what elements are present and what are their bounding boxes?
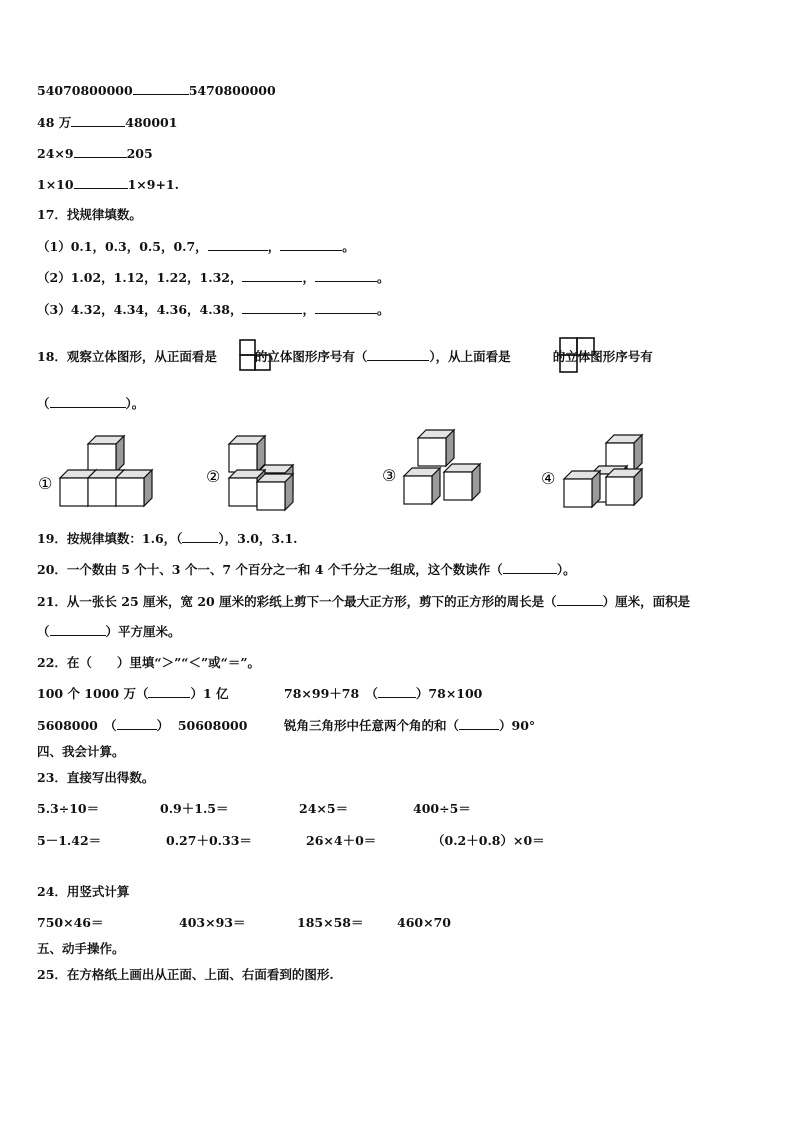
q21-text: 21．从一张长 25 厘米，宽 20 厘米的彩纸上剪下一个最大正方形，剪下的正方形的周长是（ bbox=[37, 594, 557, 609]
q24-expr: 403×93＝ bbox=[179, 915, 246, 930]
q22-text: ）90° bbox=[499, 718, 536, 733]
q17-item-2 bbox=[37, 270, 390, 286]
answer-blank[interactable] bbox=[280, 239, 342, 251]
answer-blank[interactable] bbox=[378, 686, 416, 698]
q22-text: ）78×100 bbox=[415, 686, 483, 701]
compare-right: 205 bbox=[126, 146, 153, 161]
compare-line-3 bbox=[37, 146, 153, 162]
answer-blank[interactable] bbox=[74, 146, 127, 158]
separator: ， bbox=[267, 239, 281, 254]
sequence-text: （1）0.1，0.3，0.5，0.7， bbox=[37, 239, 208, 254]
q23-expr: 24×5＝ bbox=[299, 801, 349, 816]
answer-blank[interactable] bbox=[133, 83, 189, 95]
compare-left: 24×9 bbox=[37, 146, 74, 161]
answer-blank[interactable] bbox=[50, 396, 126, 408]
q23-expr: （0.2＋0.8）×0＝ bbox=[432, 833, 545, 848]
answer-blank[interactable] bbox=[367, 349, 429, 361]
answer-blank[interactable] bbox=[182, 531, 218, 543]
sequence-text: （3）4.32，4.34，4.36，4.38， bbox=[37, 302, 243, 317]
cube-figure-3 bbox=[382, 430, 480, 504]
q20-text: 20．一个数由 5 个十、3 个一、7 个百分之一和 4 个千分之一组成，这个数读作（ bbox=[37, 562, 503, 577]
paren: ）。 bbox=[125, 396, 145, 411]
answer-blank[interactable] bbox=[148, 686, 190, 698]
answer-blank[interactable] bbox=[557, 594, 603, 606]
cube-figures bbox=[36, 430, 756, 516]
separator: ， bbox=[302, 270, 315, 285]
answer-blank[interactable] bbox=[242, 270, 302, 282]
q25-text: 25．在方格纸上画出从正面、上面、右面看到的图形. bbox=[37, 967, 334, 982]
q24-expr: 460×70 bbox=[397, 915, 451, 930]
period: 。 bbox=[377, 302, 390, 317]
answer-blank[interactable] bbox=[74, 177, 128, 189]
period: 。 bbox=[377, 270, 390, 285]
q21-line-1 bbox=[37, 594, 690, 610]
sequence-text: （2）1.02，1.12，1.22，1.32， bbox=[37, 270, 243, 285]
answer-blank[interactable] bbox=[459, 718, 499, 730]
q22-title: 22．在（ ）里填“＞”“＜”或“＝”。 bbox=[37, 655, 261, 670]
q22-item-4 bbox=[284, 718, 535, 734]
cube-figure-2 bbox=[206, 436, 293, 510]
figure-label: ④ bbox=[541, 469, 556, 488]
cube-figure-1 bbox=[38, 436, 152, 506]
q19-tail: ），3.0，3.1. bbox=[218, 531, 298, 546]
q21-line-2 bbox=[37, 624, 181, 640]
q18-text: 18．观察立体图形，从正面看是 bbox=[37, 349, 217, 364]
compare-left: 1×10 bbox=[37, 177, 74, 192]
answer-blank[interactable] bbox=[315, 302, 377, 314]
q23-expr: 26×4＋0＝ bbox=[306, 833, 377, 848]
q23-expr: 0.9＋1.5＝ bbox=[160, 801, 229, 816]
compare-right: 480001 bbox=[125, 115, 178, 130]
answer-blank[interactable] bbox=[71, 115, 125, 127]
figure-label: ① bbox=[38, 474, 53, 493]
q23-expr: 400÷5＝ bbox=[413, 801, 471, 816]
q22-item-3 bbox=[37, 718, 247, 734]
q23-expr: 0.27＋0.33＝ bbox=[166, 833, 252, 848]
answer-blank[interactable] bbox=[242, 302, 302, 314]
q18-text: ），从上面看是 bbox=[429, 349, 511, 364]
q24-expr: 750×46＝ bbox=[37, 915, 104, 930]
figure-label: ③ bbox=[382, 466, 397, 485]
answer-blank[interactable] bbox=[50, 624, 106, 636]
q17-item-3 bbox=[37, 302, 390, 318]
answer-blank[interactable] bbox=[503, 562, 557, 574]
cube-figure-4 bbox=[541, 435, 642, 507]
q19-line bbox=[37, 531, 298, 547]
q21-tail: ）平方厘米。 bbox=[105, 624, 181, 639]
q17-item-1 bbox=[37, 239, 355, 255]
q22-text: 78×99＋78 （ bbox=[284, 686, 378, 701]
q22-text: 锐角三角形中任意两个角的和（ bbox=[284, 718, 460, 733]
front-view-shape-icon bbox=[239, 339, 273, 373]
paren: （ bbox=[37, 396, 50, 411]
q23-expr: 5－1.42＝ bbox=[37, 833, 102, 848]
q20-line bbox=[37, 562, 576, 578]
q22-text: 5608000 （ bbox=[37, 718, 117, 733]
q23-title: 23．直接写出得数。 bbox=[37, 770, 155, 785]
q22-item-2 bbox=[284, 686, 482, 702]
compare-left: 48 万 bbox=[37, 115, 72, 130]
q19-text: 19．按规律填数：1.6，（ bbox=[37, 531, 183, 546]
answer-blank[interactable] bbox=[208, 239, 268, 251]
separator: ， bbox=[302, 302, 315, 317]
top-view-shape-icon bbox=[559, 337, 595, 373]
q17-title: 17．找规律填数。 bbox=[37, 207, 142, 222]
q22-text: ） 50608000 bbox=[156, 718, 248, 733]
compare-left: 54070800000 bbox=[37, 83, 133, 98]
compare-right: 1×9+1. bbox=[127, 177, 179, 192]
compare-line-4 bbox=[37, 177, 179, 193]
section-4-title: 四、我会计算。 bbox=[37, 744, 125, 759]
q18-text: 的立体图形序号有（ bbox=[254, 349, 368, 364]
period: 。 bbox=[342, 239, 355, 254]
q21-text: ）厘米，面积是 bbox=[602, 594, 691, 609]
q22-text: 100 个 1000 万（ bbox=[37, 686, 149, 701]
compare-line-2 bbox=[37, 115, 177, 131]
q24-title: 24．用竖式计算 bbox=[37, 884, 130, 899]
q18-line-2 bbox=[37, 396, 144, 412]
q24-expr: 185×58＝ bbox=[297, 915, 364, 930]
figure-label: ② bbox=[206, 467, 221, 486]
answer-blank[interactable] bbox=[117, 718, 157, 730]
compare-right: 5470800000 bbox=[188, 83, 276, 98]
q23-expr: 5.3÷10＝ bbox=[37, 801, 100, 816]
paren: （ bbox=[37, 624, 50, 639]
answer-blank[interactable] bbox=[315, 270, 377, 282]
q20-tail: ）。 bbox=[556, 562, 576, 577]
q22-text: ）1 亿 bbox=[190, 686, 229, 701]
q22-item-1 bbox=[37, 686, 229, 702]
compare-line-1 bbox=[37, 83, 276, 99]
section-5-title: 五、动手操作。 bbox=[37, 941, 125, 956]
q18-text: 的立体图形序号有 bbox=[552, 349, 653, 364]
